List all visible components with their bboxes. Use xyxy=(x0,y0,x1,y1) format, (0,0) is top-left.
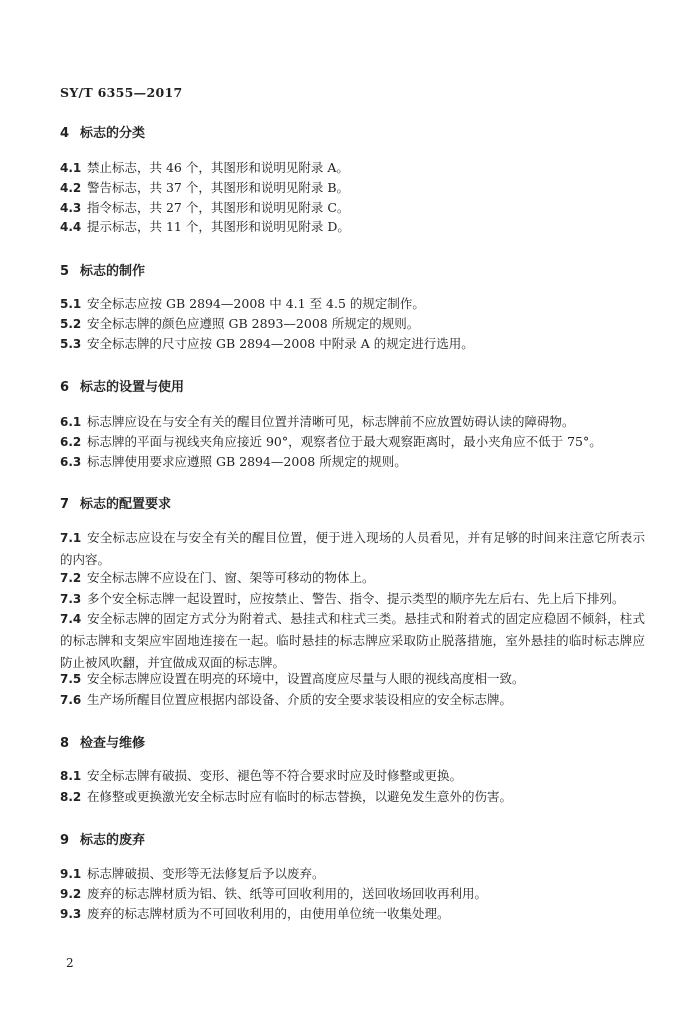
clause-number: 7.6 xyxy=(60,693,82,707)
clause-text: 安全标志牌的尺寸应按 GB 2894—2008 中附录 A 的规定进行选用。 xyxy=(87,336,474,351)
clause-number: 8.1 xyxy=(60,769,82,783)
clause-text: 禁止标志，共 46 个，其图形和说明见附录 A。 xyxy=(87,160,349,175)
section-number: 5 xyxy=(60,264,70,279)
clause-text: 安全标志牌不应设在门、窗、架等可移动的物体上。 xyxy=(87,570,375,585)
section-title: 标志的设置与使用 xyxy=(80,380,185,395)
section-number: 4 xyxy=(60,126,70,141)
clause-text: 安全标志应设在与安全有关的醒目位置，便于进入现场的人员看见，并有足够的时间来注意它所表示的内容。 xyxy=(60,530,645,567)
clause-7-2 xyxy=(60,567,645,589)
standard-code-header: SY/T 6355—2017 xyxy=(60,85,183,100)
section-title: 标志的配置要求 xyxy=(80,497,172,512)
clause-7-3 xyxy=(60,588,645,610)
page-number: 2 xyxy=(66,956,74,970)
clause-number: 7.1 xyxy=(60,531,82,545)
clause-number: 7.5 xyxy=(60,672,82,686)
section-title: 标志的制作 xyxy=(80,264,146,279)
section-heading-5 xyxy=(60,260,145,279)
clause-number: 4.2 xyxy=(60,181,82,195)
clause-9-3 xyxy=(60,903,645,925)
clause-number: 4.1 xyxy=(60,161,82,175)
clause-number: 6.1 xyxy=(60,415,82,429)
section-number: 9 xyxy=(60,833,70,848)
section-title: 检查与维修 xyxy=(80,736,146,751)
section-heading-7 xyxy=(60,493,171,512)
clause-text: 警告标志，共 37 个，其图形和说明见附录 B。 xyxy=(87,180,350,195)
clause-5-2 xyxy=(60,313,645,335)
clause-text: 标志牌的平面与视线夹角应接近 90°，观察者位于最大观察距离时，最小夹角应不低于 75°。 xyxy=(87,434,602,449)
clause-4-1 xyxy=(60,157,645,179)
clause-text: 标志牌破损、变形等无法修复后予以废弃。 xyxy=(87,866,325,881)
clause-5-3 xyxy=(60,333,645,355)
clause-text: 废弃的标志牌材质为不可回收利用的，由使用单位统一收集处理。 xyxy=(87,906,450,921)
clause-8-1 xyxy=(60,765,645,787)
clause-number: 4.4 xyxy=(60,220,82,234)
section-title: 标志的分类 xyxy=(80,126,146,141)
clause-number: 8.2 xyxy=(60,790,82,804)
clause-text: 安全标志牌有破损、变形、褪色等不符合要求时应及时修整或更换。 xyxy=(87,768,463,783)
section-heading-4 xyxy=(60,122,145,141)
clause-text: 安全标志牌的固定方式分为附着式、悬挂式和柱式三类。悬挂式和附着式的固定应稳固不倾斜，柱式的标志牌和支架应牢固地连接在一起。临时悬挂的标志牌应采取防止脱落措施，室外悬挂的临时标志牌应防止被风吹翻，并宜做成双面的标志牌。 xyxy=(60,611,645,670)
clause-7-6 xyxy=(60,689,645,711)
clause-5-1 xyxy=(60,293,645,315)
clause-number: 6.3 xyxy=(60,455,82,469)
clause-8-2 xyxy=(60,786,645,808)
clause-text: 安全标志牌应设置在明亮的环境中，设置高度应尽量与人眼的视线高度相一致。 xyxy=(87,671,525,686)
section-number: 8 xyxy=(60,736,70,751)
clause-7-5 xyxy=(60,668,645,690)
clause-number: 7.4 xyxy=(60,612,82,626)
clause-7-4 xyxy=(60,608,645,674)
section-heading-6 xyxy=(60,376,184,395)
clause-text: 标志牌使用要求应遵照 GB 2894—2008 所规定的规则。 xyxy=(87,454,407,469)
clause-text: 多个安全标志牌一起设置时，应按禁止、警告、指令、提示类型的顺序先左后右、先上后下排列。 xyxy=(87,591,625,606)
clause-9-1 xyxy=(60,863,645,885)
clause-text: 标志牌应设在与安全有关的醒目位置并清晰可见，标志牌前不应放置妨碍认读的障碍物。 xyxy=(87,414,575,429)
clause-6-3 xyxy=(60,451,645,473)
clause-number: 9.3 xyxy=(60,907,82,921)
clause-text: 提示标志，共 11 个，其图形和说明见附录 D。 xyxy=(87,219,350,234)
clause-4-4 xyxy=(60,216,645,238)
section-number: 6 xyxy=(60,380,70,395)
clause-6-2 xyxy=(60,431,645,453)
section-heading-9 xyxy=(60,829,145,848)
clause-text: 指令标志，共 27 个，其图形和说明见附录 C。 xyxy=(87,200,350,215)
clause-6-1 xyxy=(60,411,645,433)
clause-7-1 xyxy=(60,527,645,571)
clause-number: 4.3 xyxy=(60,201,82,215)
clause-number: 5.3 xyxy=(60,337,82,351)
clause-text: 生产场所醒目位置应根据内部设备、介质的安全要求装设相应的安全标志牌。 xyxy=(87,692,513,707)
clause-number: 6.2 xyxy=(60,435,82,449)
clause-text: 安全标志应按 GB 2894—2008 中 4.1 至 4.5 的规定制作。 xyxy=(87,296,425,311)
section-number: 7 xyxy=(60,497,70,512)
clause-number: 7.2 xyxy=(60,571,82,585)
section-heading-8 xyxy=(60,732,145,751)
clause-number: 5.2 xyxy=(60,317,82,331)
clause-text: 安全标志牌的颜色应遵照 GB 2893—2008 所规定的规则。 xyxy=(87,316,420,331)
clause-number: 5.1 xyxy=(60,297,82,311)
clause-number: 9.1 xyxy=(60,867,82,881)
clause-text: 废弃的标志牌材质为铝、铁、纸等可回收利用的，送回收场回收再利用。 xyxy=(87,886,488,901)
clause-9-2 xyxy=(60,883,645,905)
clause-4-2 xyxy=(60,177,645,199)
section-title: 标志的废弃 xyxy=(80,833,146,848)
clause-text: 在修整或更换激光安全标志时应有临时的标志替换，以避免发生意外的伤害。 xyxy=(87,789,513,804)
clause-number: 7.3 xyxy=(60,592,82,606)
clause-number: 9.2 xyxy=(60,887,82,901)
